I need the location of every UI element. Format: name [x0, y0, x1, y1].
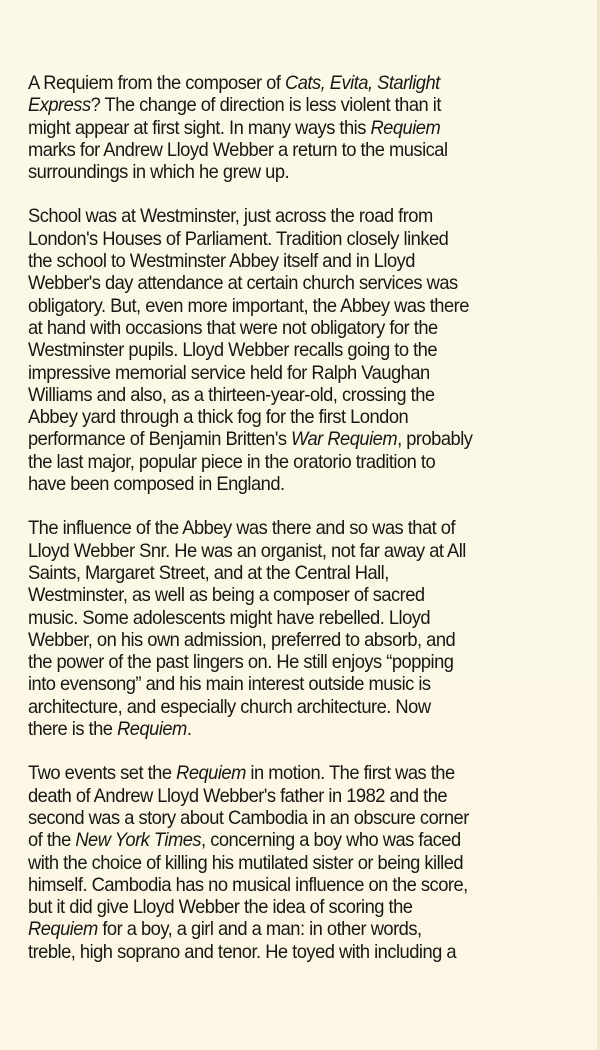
article-body	[28, 72, 554, 985]
paragraph-4-text-3: , concerning a boy who was faced with the choice of killing his mutilated sister or being killed himself. Cambodia has no musical influence on the score, but it did give Lloyd Webber the idea of scoring the	[28, 829, 468, 919]
paragraph-1-italic-requiem: Requiem	[370, 116, 441, 139]
paragraph-4-text-4: for a boy, a girl and a man: in other words, treble, high soprano and tenor. He toyed with including a	[28, 918, 457, 963]
paragraph-1	[28, 72, 554, 183]
paragraph-1-text-3: marks for Andrew Lloyd Webber a return to the musical surroundings in which he grew up.	[28, 138, 448, 184]
paragraph-4-text-2: in motion. The first was the death of Andrew Lloyd Webber's father in 1982 and the second was a story about Cambodia in an obscure corner of the	[28, 762, 469, 852]
paragraph-4-italic-requiem-1: Requiem	[176, 762, 246, 785]
paragraph-3-italic-requiem: Requiem	[117, 718, 187, 741]
paragraph-4-text-1: Two events set the	[28, 762, 177, 785]
paragraph-4-italic-new-york-times: New York Times	[75, 829, 202, 852]
paragraph-2-text-1: School was at Westminster, just across the road from London's Houses of Parliament. Tradition closely linked the school to Westminster Abbey itself and in Lloyd Webber's day attendance at certain church services was obligatory. But, even more important, the Abbey was there at hand with occasions that were not obligatory for the Westminster pupils. Lloyd Webber recalls going to the impressive memorial service held for Ralph Vaughan Williams and also, as a thirteen-year-old, crossing the Abbey yard through a thick fog for the first London performance of Benjamin Britten's	[28, 205, 469, 451]
paragraph-1-text-1: A Requiem from the composer of	[28, 72, 286, 94]
paragraph-3-text-1: The influence of the Abbey was there and so was that of Lloyd Webber Snr. He was an organist, not far away at All Saints, Margaret Street, and at the Central Hall, Westminster, as well as being a composer of sacred music. Some adolescents might have rebelled. Lloyd Webber, on his own admission, preferred to absorb, and the power of the past lingers on. He still enjoys “popping into evensong” and his main interest outside music is architecture, and especially church architecture. Now there is the	[28, 517, 466, 741]
paragraph-2	[28, 205, 554, 495]
paragraph-3-text-2: .	[186, 718, 192, 741]
paragraph-3	[28, 517, 554, 740]
paragraph-2-text-2: , probably the last major, popular piece in the oratorio tradition to have been composed in England.	[28, 428, 473, 496]
paragraph-2-italic-war-requiem: War Requiem	[291, 428, 398, 451]
paragraph-1-italic-titles: Cats, Evita, Starlight Express	[28, 72, 440, 117]
paragraph-4	[28, 762, 554, 963]
paragraph-1-text-2: ? The change of direction is less violent than it might appear at first sight. In many ways this	[28, 94, 441, 139]
paragraph-4-italic-requiem-2: Requiem	[28, 918, 98, 941]
